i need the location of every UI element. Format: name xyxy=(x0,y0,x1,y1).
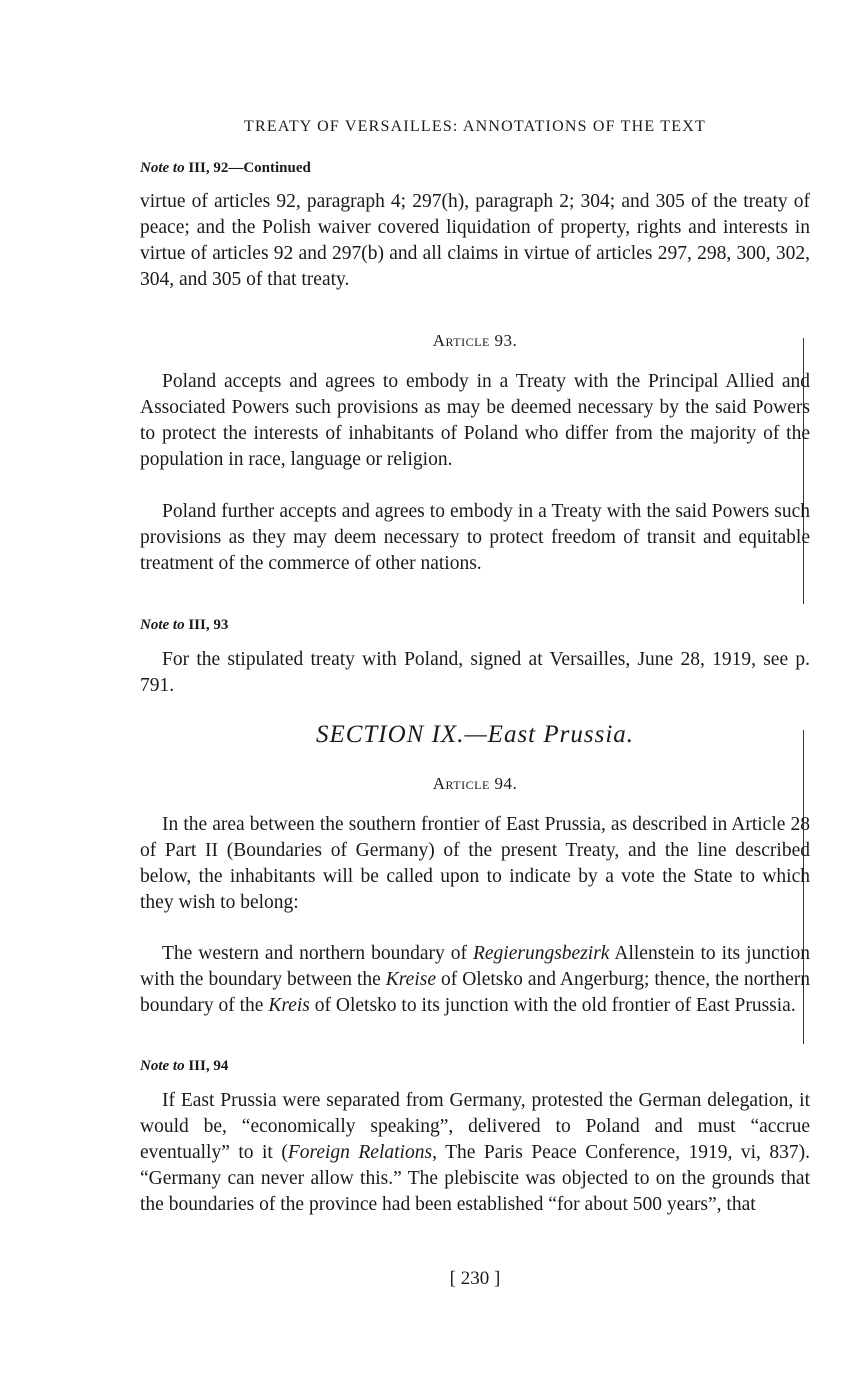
article-94-heading: Article 94. xyxy=(432,774,518,793)
note-92-label: III, 92—Continued xyxy=(188,160,311,176)
citation-foreign-relations: Foreign Relations xyxy=(287,1142,433,1163)
note-94-label: III, 94 xyxy=(188,1058,229,1074)
article-93-heading: Article 93. xyxy=(432,331,518,350)
term-regierungsbezirk: Regierungsbezirk xyxy=(472,943,610,964)
note-93-heading xyxy=(140,617,228,634)
note-94-text xyxy=(140,1088,810,1218)
note-92-text: virtue of articles 92, paragraph 4; 297(h), paragraph 2; 304; and 305 of the treaty of peace; and the Polish waiver covered liquidation of property, rights and interests in virtue of articles 92 and 297(b) and all claims in virtue of articles 297, 298, 300, 302, 304, and 305 of that treaty. xyxy=(140,191,810,290)
note-92-label-italic: Note to xyxy=(140,160,185,176)
note-94-text-part-a: If East Prussia were separated from Germany, protested the German delegation, it would be, “economically speaking”, delivered to Poland and must “accrue eventually” to it ( xyxy=(140,1090,810,1163)
article-94-p2-part-d: of Oletsko to its junction with the old frontier of East Prussia. xyxy=(309,995,796,1016)
note-94-label-italic: Note to xyxy=(140,1058,185,1074)
article-94-p2-part-a: The western and northern boundary of xyxy=(162,943,473,964)
note-93-label-italic: Note to xyxy=(140,617,185,633)
article-93-paragraph-1: Poland accepts and agrees to embody in a Treaty with the Principal Allied and Associated Powers such provisions as may be deemed necessary by the said Powers to protect the interests of inhabitants of Poland who differ from the majority of the population in race, language or religion. xyxy=(140,371,810,470)
section-9-heading: SECTION IX.—East Prussia. xyxy=(315,721,635,748)
term-kreis: Kreis xyxy=(268,995,310,1016)
note-94-text-part-b: , The Paris Peace Conference, 1919, vi, 837). “Germany can never allow this.” The plebiscite was objected to on the grounds that the boundaries of the province had been established “for about 500 years”, that xyxy=(140,1142,810,1215)
running-title: TREATY OF VERSAILLES: ANNOTATIONS OF THE TEXT xyxy=(244,118,706,135)
term-kreise: Kreise xyxy=(385,969,436,990)
article-94-paragraph-1: In the area between the southern frontier of East Prussia, as described in Article 28 of Part II (Boundaries of Germany) of the present Treaty, and the line described below, the inhabitants will be called upon to indicate by a vote the State to which they wish to belong: xyxy=(140,814,810,913)
article-94-p2-part-b: Allenstein to its junction with the boundary between the xyxy=(140,943,810,990)
note-92-heading xyxy=(140,160,311,177)
note-94-heading xyxy=(140,1058,228,1075)
article-93-paragraph-2: Poland further accepts and agrees to embody in a Treaty with the said Powers such provisions as they may deem necessary to protect freedom of transit and equitable treatment of the commerce of other nations. xyxy=(140,501,810,574)
note-93-label: III, 93 xyxy=(188,617,229,633)
article-94-paragraph-2 xyxy=(140,941,810,1019)
page-number: [ 230 ] xyxy=(449,1268,501,1289)
note-93-text: For the stipulated treaty with Poland, signed at Versailles, June 28, 1919, see p. 791. xyxy=(140,649,810,696)
article-94-p2-part-c: of Oletsko and Angerburg; thence, the northern boundary of the xyxy=(140,969,810,1016)
